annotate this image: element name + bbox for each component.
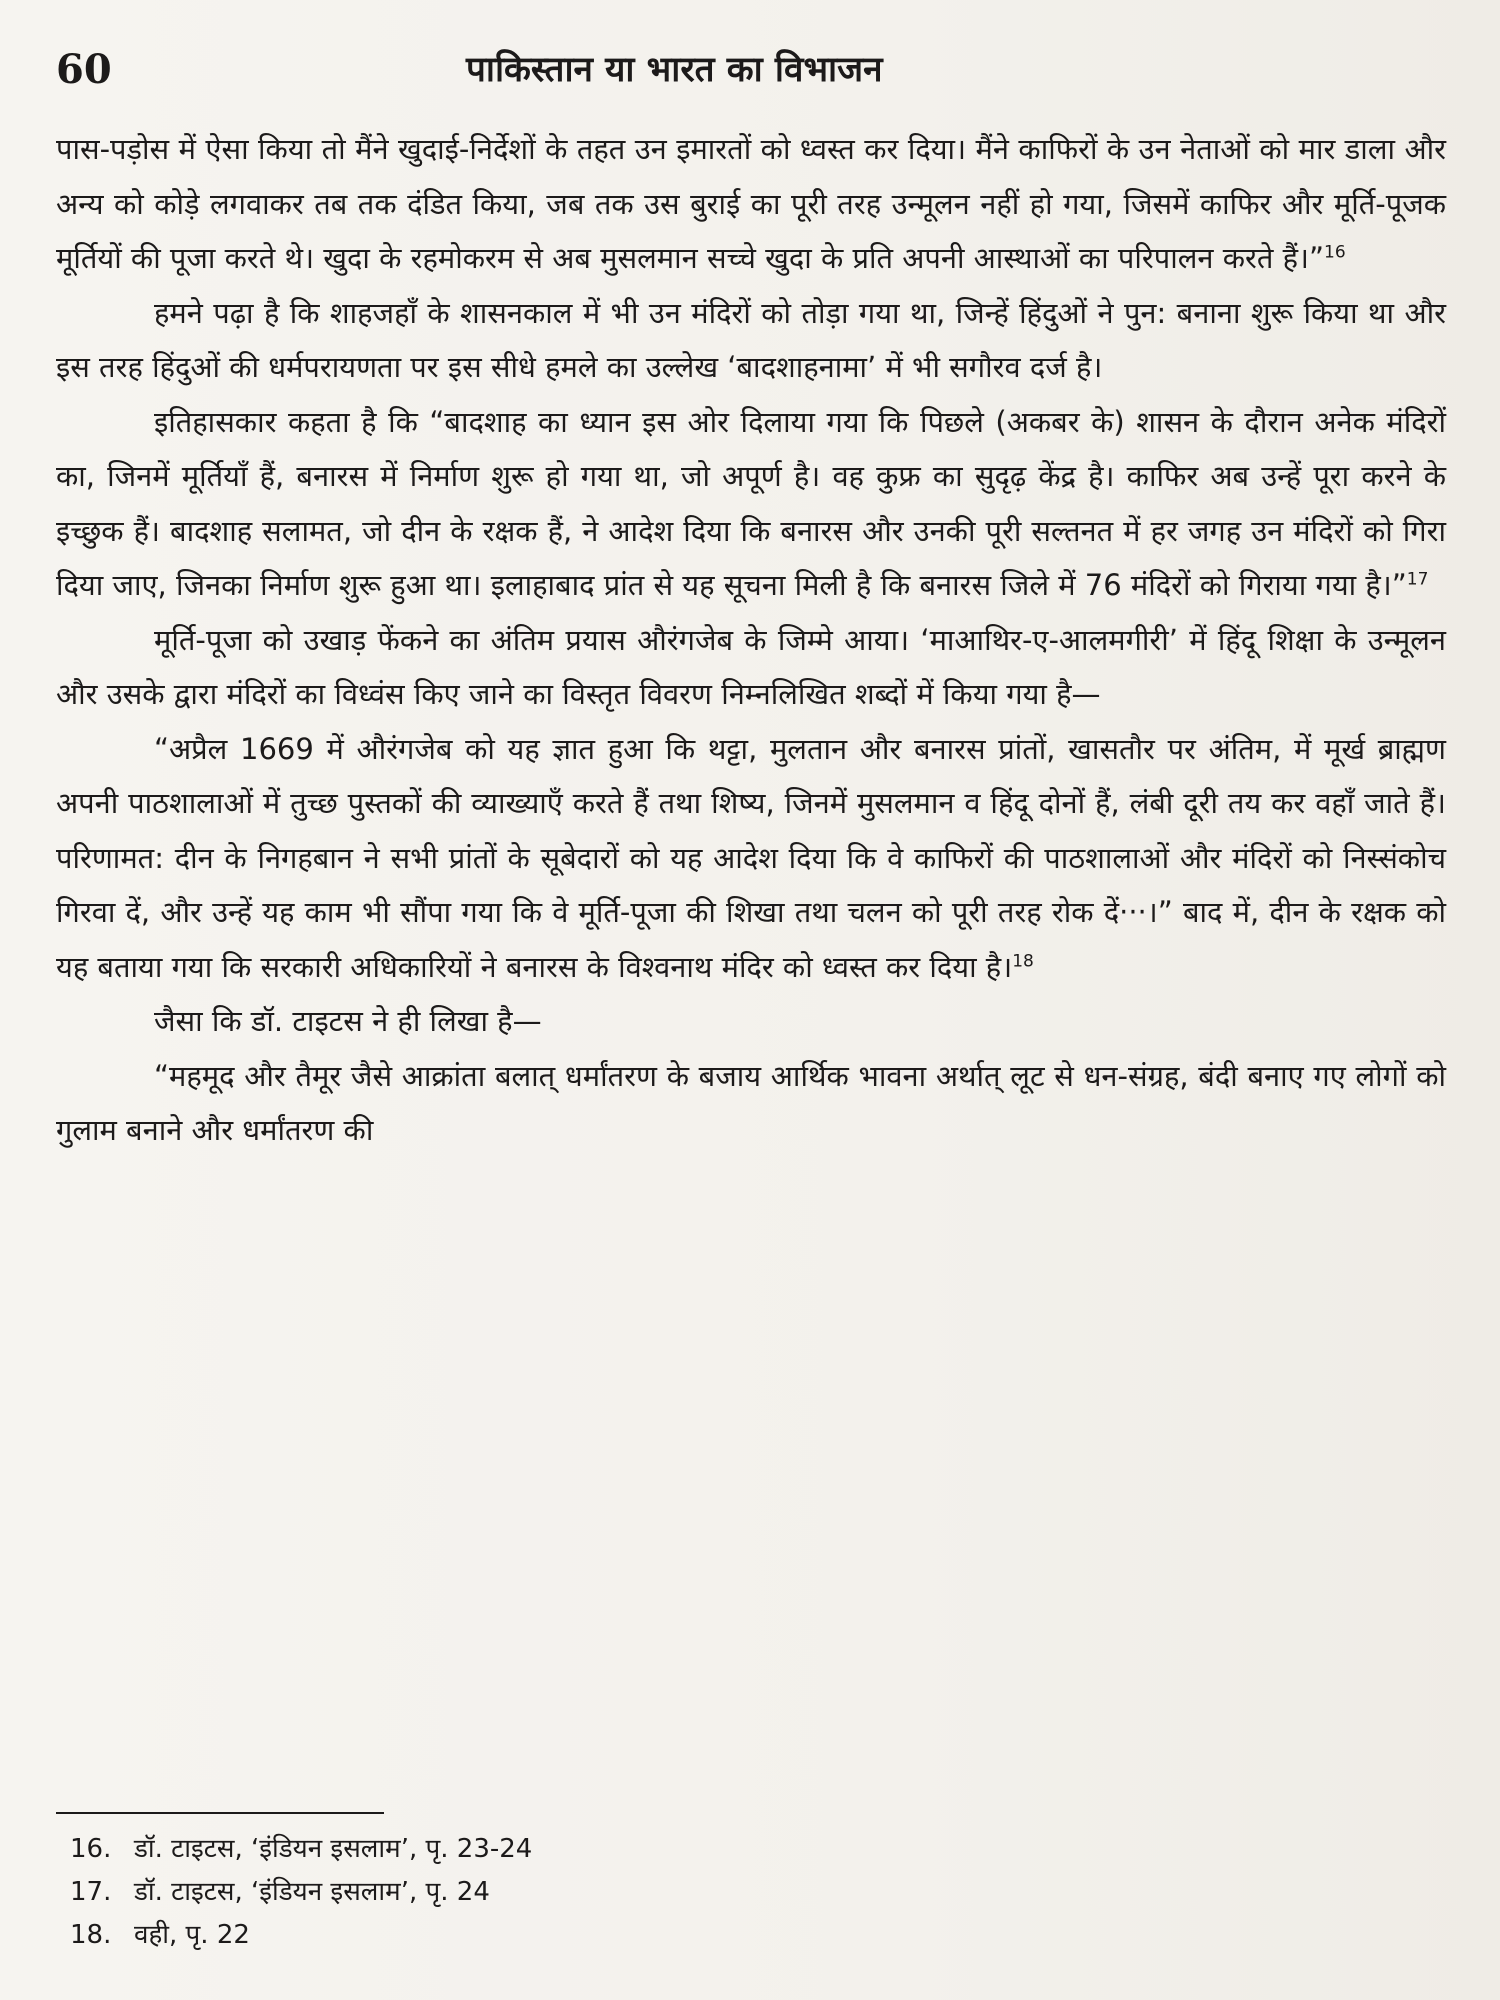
footnote-item xyxy=(70,1828,1270,1871)
footnotes xyxy=(70,1828,1270,1957)
block-quote xyxy=(56,722,1446,995)
paragraph xyxy=(56,994,1446,1049)
running-title: पाकिस्तान या भारत का विभाजन xyxy=(466,50,883,90)
footnote-number: 18. xyxy=(70,1920,112,1950)
paragraph xyxy=(56,395,1446,613)
paragraph xyxy=(56,613,1446,722)
paragraph-text: पास-पड़ोस में ऐसा किया तो मैंने खुदाई-निर्देशों के तहत उन इमारतों को ध्वस्त कर दिया। मैंने काफिरों के उन नेताओं को मार डाला और अन्य को कोड़े लगवाकर तब तक दंडित किया, जब तक उस बुराई का पूरी तरह उन्मूलन नहीं हो गया, जिसमें काफिर और मूर्ति-पूजक मूर्तियों की पूजा करते थे। खुदा के रहमोकरम से अब मुसलमान सच्चे खुदा के प्रति अपनी आस्थाओं का परिपालन करते हैं।” xyxy=(56,132,1446,275)
footnote-ref: 16 xyxy=(1324,242,1346,263)
page-header xyxy=(56,40,1446,100)
paragraph-text: “महमूद और तैमूर जैसे आक्रांता बलात् धर्मांतरण के बजाय आर्थिक भावना अर्थात् लूट से धन-संग्रह, बंदी बनाए गए लोगों को गुलाम बनाने और धर्मांतरण की xyxy=(56,1058,1446,1147)
paragraph-text: जैसा कि डॉ. टाइटस ने ही लिखा है— xyxy=(154,1004,542,1038)
paragraph-text: इतिहासकार कहता है कि “बादशाह का ध्यान इस ओर दिलाया गया कि पिछले (अकबर के) शासन के दौरान अनेक मंदिरों का, जिनमें मूर्तियाँ हैं, बनारस में निर्माण शुरू हो गया था, जो अपूर्ण है। वह कुफ्र का सुदृढ़ केंद्र है। काफिर अब उन्हें पूरा करने के इच्छुक हैं। बादशाह सलामत, जो दीन के रक्षक हैं, ने आदेश दिया कि बनारस और उनकी पूरी सल्तनत में हर जगह उन मंदिरों को गिरा दिया जाए, जिनका निर्माण शुरू हुआ था। इलाहाबाद प्रांत से यह सूचना मिली है कि बनारस जिले में 76 मंदिरों को गिराया गया है।” xyxy=(56,404,1446,602)
paragraph-continued xyxy=(56,122,1446,286)
footnote-item xyxy=(70,1871,1270,1914)
footnote-text: डॉ. टाइटस, ‘इंडियन इसलाम’, पृ. 23-24 xyxy=(134,1834,533,1864)
footnote-item xyxy=(70,1914,1270,1957)
paragraph-text: मूर्ति-पूजा को उखाड़ फेंकने का अंतिम प्रयास औरंगजेब के जिम्मे आया। ‘माआथिर-ए-आलमगीरी’ में हिंदू शिक्षा के उन्मूलन और उसके द्वारा मंदिरों का विध्वंस किए जाने का विस्तृत विवरण निम्नलिखित शब्दों में किया गया है— xyxy=(56,622,1446,711)
paragraph-text: हमने पढ़ा है कि शाहजहाँ के शासनकाल में भी उन मंदिरों को तोड़ा गया था, जिन्हें हिंदुओं ने पुन: बनाना शुरू किया था और इस तरह हिंदुओं की धर्मपरायणता पर इस सीधे हमले का उल्लेख ‘बादशाहनामा’ में भी सगौरव दर्ज है। xyxy=(56,295,1446,384)
paragraph xyxy=(56,286,1446,395)
footnote-number: 17. xyxy=(70,1877,112,1907)
footnote-text: वही, पृ. 22 xyxy=(134,1920,250,1950)
footnote-text: डॉ. टाइटस, ‘इंडियन इसलाम’, पृ. 24 xyxy=(134,1877,490,1907)
paragraph-text: “अप्रैल 1669 में औरंगजेब को यह ज्ञात हुआ कि थट्टा, मुलतान और बनारस प्रांतों, खासतौर पर अंतिम, में मूर्ख ब्राह्मण अपनी पाठशालाओं में तुच्छ पुस्तकों की व्याख्याएँ करते हैं तथा शिष्य, जिनमें मुसलमान व हिंदू दोनों हैं, लंबी दूरी तय कर वहाँ जाते हैं। परिणामत: दीन के निगहबान ने सभी प्रांतों के सूबेदारों को यह आदेश दिया कि वे काफिरों की पाठशालाओं और मंदिरों को निस्संकोच गिरवा दें, और उन्हें यह काम भी सौंपा गया कि वे मूर्ति-पूजा की शिखा तथा चलन को पूरी तरह रोक दें···।” बाद में, दीन के रक्षक को यह बताया गया कि सरकारी अधिकारियों ने बनारस के विश्वनाथ मंदिर को ध्वस्त कर दिया है। xyxy=(56,731,1446,984)
footnote-ref: 18 xyxy=(1012,950,1034,971)
block-quote xyxy=(56,1049,1446,1158)
footnote-number: 16. xyxy=(70,1834,112,1864)
footnote-divider xyxy=(56,1812,384,1814)
page-number: 60 xyxy=(56,46,112,93)
footnote-ref: 17 xyxy=(1406,569,1429,590)
body-text xyxy=(56,122,1446,1158)
